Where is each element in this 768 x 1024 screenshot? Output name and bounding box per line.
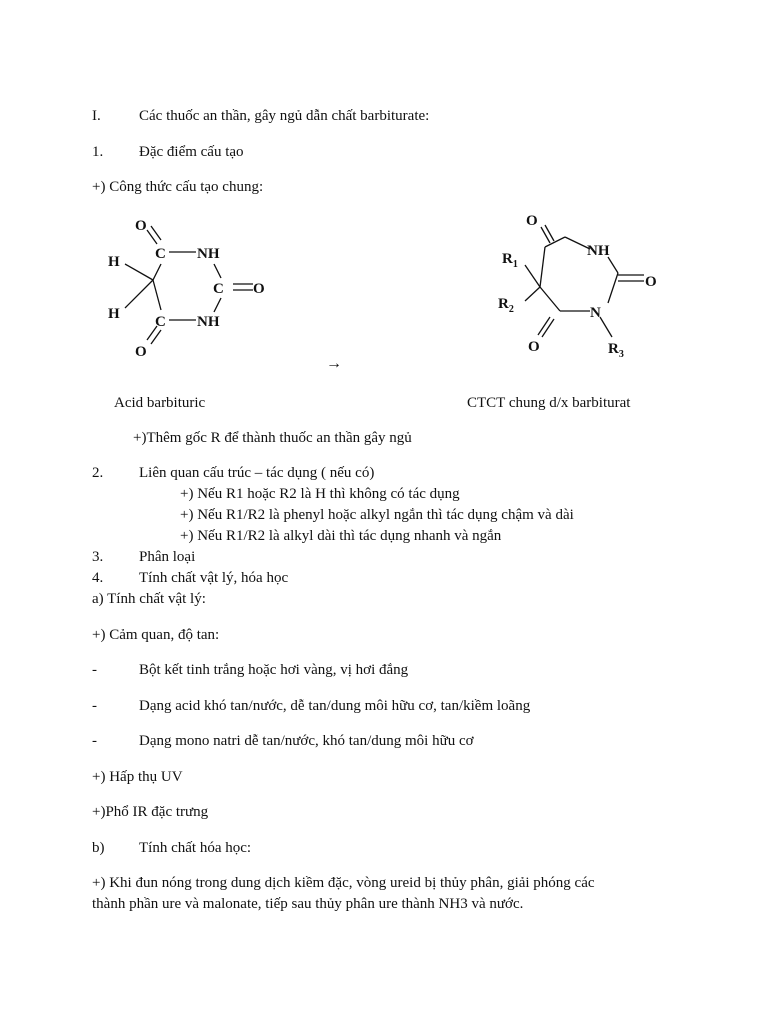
bullet-text: Dạng mono natri dễ tan/nước, khó tan/dung môi hữu cơ bbox=[139, 733, 474, 749]
bullet-dash: - bbox=[92, 733, 97, 749]
oxygen-atom-label: O bbox=[135, 218, 147, 234]
oxygen-atom-label: O bbox=[135, 344, 147, 360]
bullet-dash: - bbox=[92, 662, 97, 678]
general-formula-label: +) Công thức cấu tạo chung: bbox=[92, 179, 264, 195]
add-r-note: +)Thêm gốc R để thành thuốc an thần gây ngủ bbox=[133, 430, 412, 446]
sar-item: +) Nếu R1/R2 là phenyl hoặc alkyl ngắn thì tác dụng chậm và dài bbox=[180, 507, 574, 523]
hydrogen-atom-label: H bbox=[108, 254, 120, 270]
sar-item: +) Nếu R1 hoặc R2 là H thì không có tác dụng bbox=[180, 486, 460, 502]
oxygen-atom-label: O bbox=[253, 281, 265, 297]
carbon-atom-label: C bbox=[155, 314, 166, 330]
nitrogen-atom-label: N bbox=[590, 305, 601, 321]
subsection-heading: Liên quan cấu trúc – tác dụng ( nếu có) bbox=[139, 465, 375, 481]
section-number: I. bbox=[92, 108, 101, 124]
subsection-number: 4. bbox=[92, 570, 104, 586]
nh-atom-label: NH bbox=[197, 246, 220, 262]
barbituric-acid-structure bbox=[95, 208, 295, 368]
arrow-icon: → bbox=[326, 355, 342, 372]
ir-heading: +)Phổ IR đặc trưng bbox=[92, 804, 209, 820]
section-heading: Các thuốc an thần, gây ngủ dẫn chất barbiturate: bbox=[139, 108, 430, 124]
subsection-number: 3. bbox=[92, 549, 104, 565]
chemical-properties-label: b) bbox=[92, 840, 105, 856]
oxygen-atom-label: O bbox=[645, 274, 657, 290]
subsection-number: 1. bbox=[92, 144, 104, 160]
subsection-heading: Đặc điểm cấu tạo bbox=[139, 144, 244, 160]
subsection-heading: Tính chất vật lý, hóa học bbox=[139, 570, 289, 586]
physical-properties-heading: a) Tính chất vật lý: bbox=[92, 591, 206, 607]
r3-substituent-label: $R_3$ bbox=[608, 341, 624, 360]
carbon-atom-label: C bbox=[155, 246, 166, 262]
subsection-heading: Phân loại bbox=[139, 549, 196, 565]
r1-substituent-label: $R_1$ bbox=[502, 251, 518, 270]
oxygen-atom-label: O bbox=[526, 213, 538, 229]
organoleptic-heading: +) Cảm quan, độ tan: bbox=[92, 627, 220, 643]
right-structure-caption: CTCT chung d/x barbiturat bbox=[467, 395, 631, 411]
barbiturate-general-structure bbox=[490, 205, 680, 365]
hydrolysis-line: +) Khi đun nóng trong dung dịch kiềm đặc, vòng ureid bị thủy phân, giải phóng các bbox=[92, 875, 595, 891]
sar-item: +) Nếu R1/R2 là alkyl dài thì tác dụng nhanh và ngắn bbox=[180, 528, 502, 544]
bullet-text: Dạng acid khó tan/nước, dễ tan/dung môi hữu cơ, tan/kiềm loãng bbox=[139, 698, 531, 714]
hydrogen-atom-label: H bbox=[108, 306, 120, 322]
carbon-atom-label: C bbox=[213, 281, 224, 297]
oxygen-atom-label: O bbox=[528, 339, 540, 355]
subsection-number: 2. bbox=[92, 465, 104, 481]
bullet-dash: - bbox=[92, 698, 97, 714]
bullet-text: Bột kết tinh trắng hoặc hơi vàng, vị hơi đắng bbox=[139, 662, 409, 678]
left-structure-caption: Acid barbituric bbox=[114, 395, 206, 411]
nh-atom-label: NH bbox=[587, 243, 610, 259]
hydrolysis-line: thành phần ure và malonate, tiếp sau thủy phân ure thành NH3 và nước. bbox=[92, 896, 524, 912]
chemical-properties-heading: Tính chất hóa học: bbox=[139, 840, 252, 856]
r2-substituent-label: $R_2$ bbox=[498, 296, 514, 315]
nh-atom-label: NH bbox=[197, 314, 220, 330]
uv-heading: +) Hấp thụ UV bbox=[92, 769, 183, 785]
